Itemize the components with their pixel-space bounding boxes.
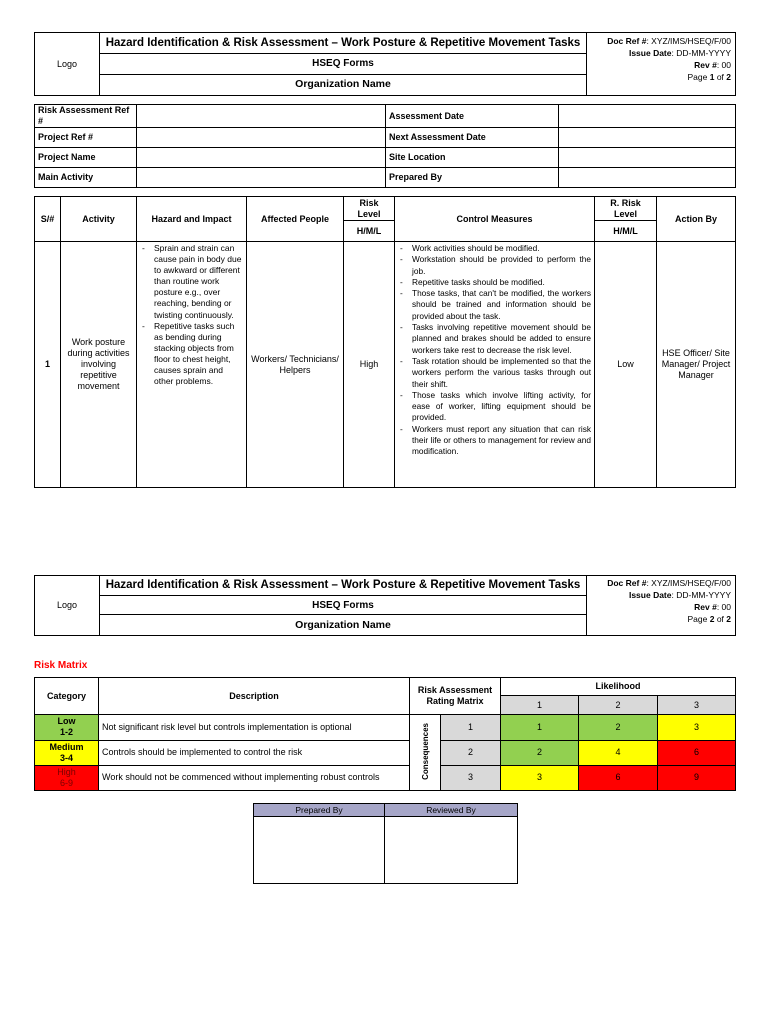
col-residual-risk: R. Risk Level [595, 197, 657, 221]
project-ref-field[interactable] [137, 128, 386, 148]
consequences-label: Consequences [410, 715, 441, 791]
prepared-by-header: Prepared By [254, 804, 385, 817]
reviewed-by-header: Reviewed By [385, 804, 518, 817]
matrix-cell: 1 [501, 715, 579, 740]
likelihood-col: 2 [579, 696, 658, 715]
next-assessment-date-field[interactable] [559, 128, 736, 148]
control-item: - Task rotation should be implemented so that the workers perform the various tasks through out their shift. [398, 356, 591, 390]
doc-meta: Doc Ref #: XYZ/IMS/HSEQ/F/00 Issue Date: DD-MM-YYYY Rev #: 00 Page 2 of 2 [587, 576, 736, 636]
form-subtitle: HSEQ Forms [100, 596, 587, 615]
organization-name: Organization Name [100, 74, 587, 95]
risk-matrix-table [34, 677, 736, 791]
risk-ref-field[interactable] [137, 105, 386, 128]
reviewed-by-signature-field[interactable] [385, 817, 518, 884]
project-name-label: Project Name [35, 148, 137, 168]
row-sn: 1 [35, 242, 61, 488]
hazard-item: - Repetitive tasks such as bending during stacking objects from floor to chest height, causes sprain and other problems. [140, 321, 243, 388]
row-risk: High [344, 242, 395, 488]
description-low: Not significant risk level but controls implementation is optional [99, 715, 410, 740]
page2-header [34, 575, 736, 636]
row-activity: Work posture during activities involving repetitive movement [61, 242, 137, 488]
form-subtitle: HSEQ Forms [100, 54, 587, 74]
next-assessment-date-label: Next Assessment Date [386, 128, 559, 148]
description-medium: Controls should be implemented to control the risk [99, 740, 410, 765]
form-title: Hazard Identification & Risk Assessment – Work Posture & Repetitive Movement Tasks [100, 33, 587, 54]
col-residual-hml: H/M/L [595, 221, 657, 242]
project-name-field[interactable] [137, 148, 386, 168]
matrix-cell: 2 [579, 715, 658, 740]
control-item: - Workstation should be provided to perform the job. [398, 254, 591, 277]
col-affected: Affected People [247, 197, 344, 242]
consequence-value: 3 [441, 765, 501, 790]
col-control: Control Measures [395, 197, 595, 242]
hazard-item: - Sprain and strain can cause pain in body due to awkward or different than routine work posture e.g., over reaching, bending or twisting continuously. [140, 243, 243, 321]
category-header: Category [35, 678, 99, 715]
row-controls [395, 242, 595, 488]
row-action-by: HSE Officer/ Site Manager/ Project Manager [657, 242, 736, 488]
prepared-by-signature-field[interactable] [254, 817, 385, 884]
control-item: - Those tasks, that can't be modified, the workers should be trained and information should be provided about the task. [398, 288, 591, 322]
row-affected: Workers/ Technicians/ Helpers [247, 242, 344, 488]
col-action-by: Action By [657, 197, 736, 242]
prepared-by-field[interactable] [559, 168, 736, 188]
assessment-date-field[interactable] [559, 105, 736, 128]
consequence-value: 2 [441, 740, 501, 765]
main-activity-field[interactable] [137, 168, 386, 188]
consequence-value: 1 [441, 715, 501, 740]
control-item: - Tasks involving repetitive movement should be planned and brakes should be added to ensure workers take rest to decrease the risk level. [398, 322, 591, 356]
row-hazards [137, 242, 247, 488]
signature-table [253, 803, 518, 884]
assessment-info-table [34, 104, 736, 188]
risk-ref-label: Risk Assessment Ref # [35, 105, 137, 128]
risk-matrix-title: Risk Matrix [34, 660, 88, 671]
page1-header [34, 32, 736, 96]
site-location-label: Site Location [386, 148, 559, 168]
row-residual-risk: Low [595, 242, 657, 488]
matrix-cell: 6 [658, 740, 736, 765]
control-item: - Repetitive tasks should be modified. [398, 277, 591, 288]
table-row [35, 242, 736, 488]
doc-meta: Doc Ref #: XYZ/IMS/HSEQ/F/00 Issue Date: DD-MM-YYYY Rev #: 00 Page 1 of 2 [587, 33, 736, 96]
category-low: Low 1-2 [35, 715, 99, 740]
col-activity: Activity [61, 197, 137, 242]
description-high: Work should not be commenced without implementing robust controls [99, 765, 410, 790]
control-item: - Work activities should be modified. [398, 243, 591, 254]
control-item: - Those tasks which involve lifting activity, for ease of worker, lifting equipment should be provided. [398, 390, 591, 424]
prepared-by-label: Prepared By [386, 168, 559, 188]
form-title: Hazard Identification & Risk Assessment – Work Posture & Repetitive Movement Tasks [100, 576, 587, 596]
category-high: High 6-9 [35, 765, 99, 790]
matrix-cell: 2 [501, 740, 579, 765]
project-ref-label: Project Ref # [35, 128, 137, 148]
organization-name: Organization Name [100, 615, 587, 636]
col-sn: S/# [35, 197, 61, 242]
rating-matrix-header: Risk Assessment Rating Matrix [410, 678, 501, 715]
matrix-cell: 6 [579, 765, 658, 790]
assessment-date-label: Assessment Date [386, 105, 559, 128]
control-item: - Workers must report any situation that can risk their life or others to management for review and modification. [398, 424, 591, 458]
risk-assessment-table [34, 196, 736, 488]
col-hazard: Hazard and Impact [137, 197, 247, 242]
main-activity-label: Main Activity [35, 168, 137, 188]
category-medium: Medium 3-4 [35, 740, 99, 765]
col-risk-hml: H/M/L [344, 221, 395, 242]
likelihood-col: 3 [658, 696, 736, 715]
logo: Logo [35, 576, 100, 636]
matrix-cell: 4 [579, 740, 658, 765]
matrix-cell: 9 [658, 765, 736, 790]
site-location-field[interactable] [559, 148, 736, 168]
likelihood-col: 1 [501, 696, 579, 715]
matrix-cell: 3 [658, 715, 736, 740]
col-risk-level: Risk Level [344, 197, 395, 221]
description-header: Description [99, 678, 410, 715]
logo: Logo [35, 33, 100, 96]
likelihood-header: Likelihood [501, 678, 736, 696]
matrix-cell: 3 [501, 765, 579, 790]
